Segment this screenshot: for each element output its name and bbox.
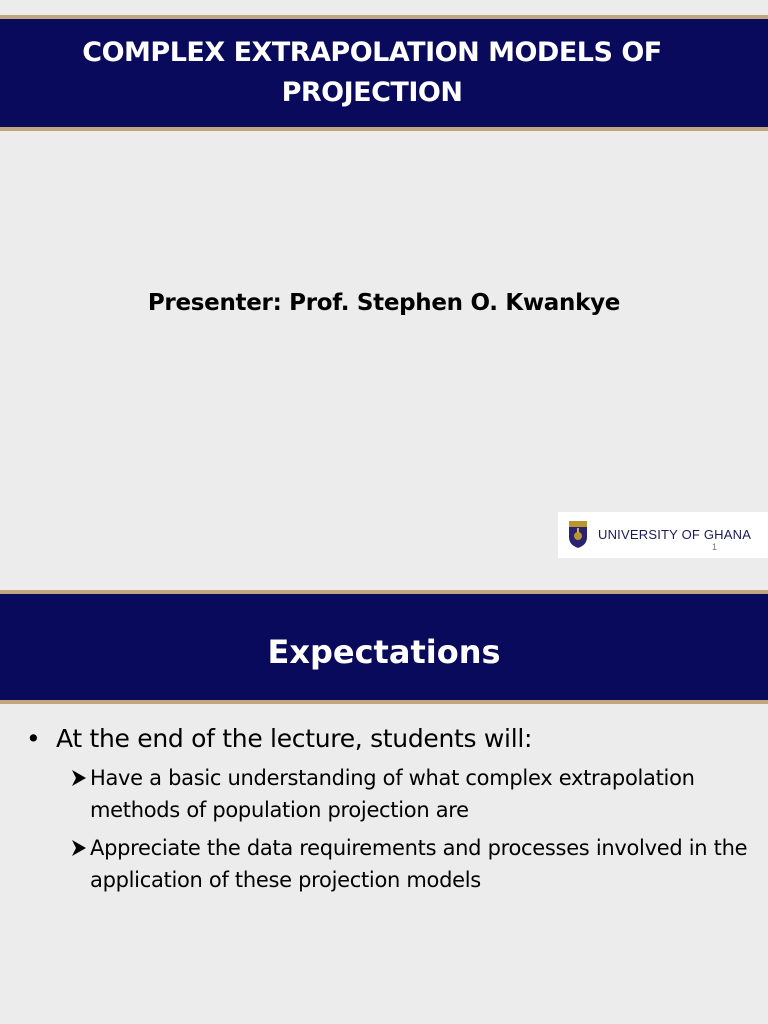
university-logo: [558, 512, 768, 558]
logo-text: UNIVERSITY OF GHANA: [598, 527, 752, 542]
arrow-bullet-icon: [70, 832, 90, 868]
sub-bullet-item: [70, 832, 750, 896]
arrow-bullet-icon: [70, 762, 90, 798]
bullet-item: [26, 724, 532, 753]
slide-title: COMPLEX EXTRAPOLATION MODELS OF PROJECTION: [82, 37, 662, 108]
page-number: 1: [712, 542, 718, 552]
sub-bullet-text: Appreciate the data requirements and processes involved in the application of these projection models: [90, 836, 748, 892]
slide-title: Expectations: [267, 633, 501, 671]
presenter-name: Presenter: Prof. Stephen O. Kwankye: [147, 290, 621, 316]
crest-icon: [568, 519, 588, 549]
bullet-text: At the end of the lecture, students will:: [56, 724, 533, 753]
sub-bullet-text: Have a basic understanding of what complex extrapolation methods of population projection are: [90, 766, 695, 822]
bullet-icon: •: [26, 724, 41, 753]
sub-bullet-item: [70, 762, 750, 826]
